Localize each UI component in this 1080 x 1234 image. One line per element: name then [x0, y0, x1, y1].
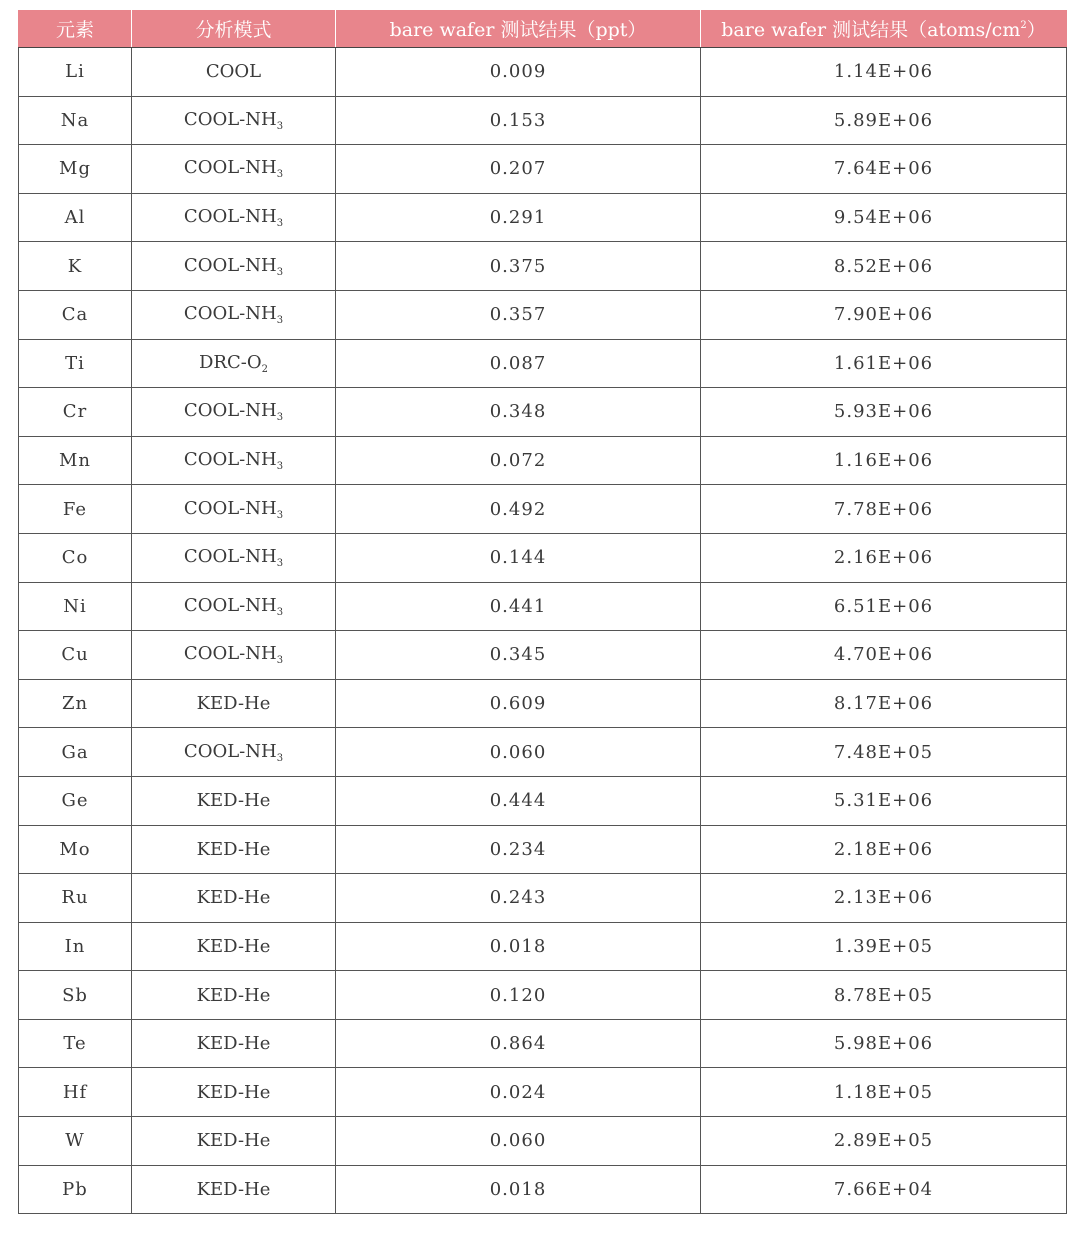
header-result-ppt: bare wafer 测试结果（ppt）	[336, 10, 701, 48]
table-row	[19, 1117, 1067, 1166]
result-ppt-cell: 0.444	[336, 776, 701, 825]
analysis-mode-text: COOL-NH	[183, 594, 277, 616]
analysis-mode-subscript: 2	[261, 363, 268, 375]
result-ppt-cell: 0.060	[336, 1117, 701, 1166]
analysis-mode-cell	[132, 631, 336, 680]
analysis-mode-cell	[132, 1165, 336, 1214]
analysis-mode-cell	[132, 1019, 336, 1068]
analysis-mode-text: COOL-NH	[183, 157, 277, 179]
result-ppt-cell: 0.072	[336, 436, 701, 485]
element-cell: Ca	[19, 290, 132, 339]
result-ppt-cell: 0.291	[336, 193, 701, 242]
element-cell: Ni	[19, 582, 132, 631]
table-row	[19, 1019, 1067, 1068]
table-row	[19, 193, 1067, 242]
analysis-mode-subscript: 3	[276, 266, 284, 278]
analysis-mode-cell	[132, 728, 336, 777]
analysis-mode-text: COOL-NH	[183, 108, 277, 130]
table-row	[19, 485, 1067, 534]
result-atoms-cell: 6.51E+06	[701, 582, 1067, 631]
analysis-mode-text: KED-He	[196, 1178, 271, 1200]
result-ppt-cell: 0.144	[336, 533, 701, 582]
table-row	[19, 825, 1067, 874]
analysis-mode-text: COOL-NH	[183, 400, 277, 422]
analysis-mode-text: KED-He	[196, 838, 271, 860]
table-row	[19, 971, 1067, 1020]
element-cell: Sb	[19, 971, 132, 1020]
analysis-mode-subscript: 3	[276, 461, 284, 473]
result-ppt-cell: 0.087	[336, 339, 701, 388]
result-ppt-cell: 0.153	[336, 96, 701, 145]
element-cell: Mg	[19, 145, 132, 194]
table-row	[19, 1165, 1067, 1214]
header-atoms-text: bare wafer 测试结果（atoms/cm	[721, 19, 1021, 41]
element-cell: Na	[19, 96, 132, 145]
header-element: 元素	[19, 10, 132, 48]
table-row	[19, 728, 1067, 777]
element-cell: Ru	[19, 874, 132, 923]
analysis-mode-text: COOL-NH	[183, 254, 277, 276]
result-ppt-cell: 0.864	[336, 1019, 701, 1068]
table-row	[19, 242, 1067, 291]
analysis-mode-text: COOL-NH	[183, 740, 277, 762]
analysis-mode-cell	[132, 193, 336, 242]
table-row	[19, 922, 1067, 971]
analysis-mode-cell	[132, 971, 336, 1020]
analysis-mode-text: COOL-NH	[183, 643, 277, 665]
analysis-mode-cell	[132, 436, 336, 485]
result-ppt-cell: 0.009	[336, 48, 701, 97]
analysis-mode-subscript: 3	[276, 558, 284, 570]
result-ppt-cell: 0.243	[336, 874, 701, 923]
table-body	[19, 48, 1067, 1214]
analysis-mode-cell	[132, 145, 336, 194]
element-cell: Ge	[19, 776, 132, 825]
analysis-mode-subscript: 3	[276, 169, 284, 181]
table-row	[19, 96, 1067, 145]
analysis-mode-text: KED-He	[196, 1130, 271, 1152]
analysis-mode-cell	[132, 1068, 336, 1117]
result-ppt-cell: 0.018	[336, 922, 701, 971]
analysis-mode-cell	[132, 582, 336, 631]
analysis-mode-text: DRC-O	[199, 351, 262, 373]
analysis-mode-subscript: 3	[276, 655, 284, 667]
header-row	[19, 10, 1067, 48]
result-ppt-cell: 0.234	[336, 825, 701, 874]
element-cell: Zn	[19, 679, 132, 728]
table-row	[19, 290, 1067, 339]
analysis-mode-subscript: 3	[276, 218, 284, 230]
result-atoms-cell: 1.16E+06	[701, 436, 1067, 485]
header-result-atoms	[701, 10, 1067, 48]
analysis-mode-text: COOL-NH	[183, 449, 277, 471]
analysis-mode-text: KED-He	[196, 693, 271, 715]
element-cell: Mo	[19, 825, 132, 874]
result-atoms-cell: 5.93E+06	[701, 388, 1067, 437]
table-row	[19, 436, 1067, 485]
analysis-mode-text: KED-He	[196, 935, 271, 957]
analysis-mode-cell	[132, 533, 336, 582]
result-atoms-cell: 8.78E+05	[701, 971, 1067, 1020]
analysis-mode-cell	[132, 290, 336, 339]
analysis-mode-text: KED-He	[196, 984, 271, 1006]
element-cell: Li	[19, 48, 132, 97]
analysis-mode-cell	[132, 388, 336, 437]
result-atoms-cell: 7.78E+06	[701, 485, 1067, 534]
results-table	[18, 10, 1067, 1214]
result-ppt-cell: 0.375	[336, 242, 701, 291]
element-cell: Fe	[19, 485, 132, 534]
analysis-mode-text: KED-He	[196, 790, 271, 812]
result-atoms-cell: 2.18E+06	[701, 825, 1067, 874]
result-atoms-cell: 5.98E+06	[701, 1019, 1067, 1068]
analysis-mode-text: KED-He	[196, 1081, 271, 1103]
result-atoms-cell: 8.52E+06	[701, 242, 1067, 291]
element-cell: Te	[19, 1019, 132, 1068]
analysis-mode-text: KED-He	[196, 1033, 271, 1055]
result-atoms-cell: 7.48E+05	[701, 728, 1067, 777]
analysis-mode-cell	[132, 242, 336, 291]
result-atoms-cell: 1.14E+06	[701, 48, 1067, 97]
result-atoms-cell: 1.18E+05	[701, 1068, 1067, 1117]
result-atoms-cell: 2.89E+05	[701, 1117, 1067, 1166]
table-row	[19, 631, 1067, 680]
analysis-mode-cell	[132, 1117, 336, 1166]
table-row	[19, 388, 1067, 437]
result-ppt-cell: 0.345	[336, 631, 701, 680]
analysis-mode-text: COOL-NH	[183, 303, 277, 325]
result-atoms-cell: 7.66E+04	[701, 1165, 1067, 1214]
result-atoms-cell: 2.16E+06	[701, 533, 1067, 582]
analysis-mode-subscript: 3	[276, 412, 284, 424]
element-cell: In	[19, 922, 132, 971]
header-analysis-mode: 分析模式	[132, 10, 336, 48]
result-atoms-cell: 2.13E+06	[701, 874, 1067, 923]
table-header	[19, 10, 1067, 48]
table-row	[19, 582, 1067, 631]
analysis-mode-subscript: 3	[276, 315, 284, 327]
result-atoms-cell: 7.64E+06	[701, 145, 1067, 194]
result-atoms-cell: 4.70E+06	[701, 631, 1067, 680]
result-ppt-cell: 0.024	[336, 1068, 701, 1117]
element-cell: Hf	[19, 1068, 132, 1117]
analysis-mode-text: COOL-NH	[183, 546, 277, 568]
table-row	[19, 874, 1067, 923]
result-atoms-cell: 9.54E+06	[701, 193, 1067, 242]
result-atoms-cell: 8.17E+06	[701, 679, 1067, 728]
result-ppt-cell: 0.060	[336, 728, 701, 777]
analysis-mode-text: COOL-NH	[183, 206, 277, 228]
analysis-mode-subscript: 3	[276, 752, 284, 764]
analysis-mode-subscript: 3	[276, 606, 284, 618]
result-ppt-cell: 0.357	[336, 290, 701, 339]
table-row	[19, 339, 1067, 388]
element-cell: Al	[19, 193, 132, 242]
table-row	[19, 48, 1067, 97]
analysis-mode-cell	[132, 48, 336, 97]
analysis-mode-cell	[132, 874, 336, 923]
element-cell: Co	[19, 533, 132, 582]
element-cell: Ti	[19, 339, 132, 388]
analysis-mode-cell	[132, 825, 336, 874]
element-cell: Cu	[19, 631, 132, 680]
analysis-mode-subscript: 3	[276, 120, 284, 132]
analysis-mode-cell	[132, 922, 336, 971]
result-ppt-cell: 0.120	[336, 971, 701, 1020]
table-row	[19, 533, 1067, 582]
element-cell: Cr	[19, 388, 132, 437]
result-ppt-cell: 0.018	[336, 1165, 701, 1214]
table-row	[19, 145, 1067, 194]
element-cell: Mn	[19, 436, 132, 485]
analysis-mode-subscript: 3	[276, 509, 284, 521]
result-ppt-cell: 0.348	[336, 388, 701, 437]
result-atoms-cell: 5.89E+06	[701, 96, 1067, 145]
element-cell: W	[19, 1117, 132, 1166]
analysis-mode-cell	[132, 776, 336, 825]
element-cell: Pb	[19, 1165, 132, 1214]
result-ppt-cell: 0.441	[336, 582, 701, 631]
element-cell: Ga	[19, 728, 132, 777]
analysis-mode-cell	[132, 485, 336, 534]
header-atoms-suffix: ）	[1026, 19, 1046, 41]
element-cell: K	[19, 242, 132, 291]
result-ppt-cell: 0.207	[336, 145, 701, 194]
analysis-mode-text: COOL-NH	[183, 497, 277, 519]
table-row	[19, 776, 1067, 825]
table-row	[19, 679, 1067, 728]
result-atoms-cell: 1.39E+05	[701, 922, 1067, 971]
analysis-mode-cell	[132, 96, 336, 145]
header-atoms-sup: 2	[1020, 20, 1027, 31]
analysis-mode-cell	[132, 679, 336, 728]
analysis-mode-cell	[132, 339, 336, 388]
result-ppt-cell: 0.492	[336, 485, 701, 534]
result-atoms-cell: 7.90E+06	[701, 290, 1067, 339]
result-atoms-cell: 5.31E+06	[701, 776, 1067, 825]
analysis-mode-text: KED-He	[196, 887, 271, 909]
analysis-mode-text: COOL	[205, 61, 262, 83]
table-row	[19, 1068, 1067, 1117]
result-ppt-cell: 0.609	[336, 679, 701, 728]
result-atoms-cell: 1.61E+06	[701, 339, 1067, 388]
